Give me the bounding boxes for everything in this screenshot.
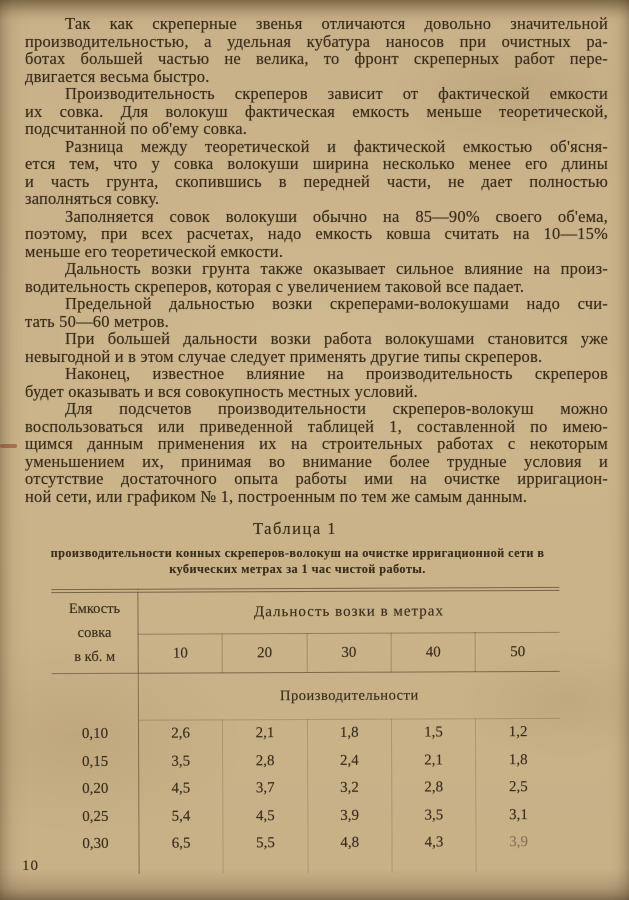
text-line: заполняться совку. [25, 189, 160, 208]
text-line: поэтому, при всех расчетах, надо емкость ковша считать на 10—15% [25, 224, 608, 243]
text-line: двигается весьма быстро. [25, 66, 210, 86]
value-cell: 3,5 [139, 748, 223, 776]
text-line: отсутствие достаточного опыта работы ими на очистке ирригацион- [25, 469, 608, 488]
text-line: Дальность возки грунта также оказывает сильное влияние на произ- [65, 259, 608, 278]
table-row [52, 718, 560, 748]
table-rule-trail-row [53, 856, 561, 873]
rule-trail-cell [392, 857, 476, 872]
table-header [51, 589, 560, 721]
capacity-header-line: в кб. м [74, 648, 116, 666]
distance-column-header: 40 [391, 633, 475, 672]
value-cell: 5,5 [223, 830, 307, 858]
text-line: водительность скреперов, которая с увеличением таковой все падает. [25, 276, 525, 296]
value-cell: 1,5 [391, 719, 475, 747]
rule-trail-cell [308, 857, 392, 872]
text-line: ется тем, что у совка волокуши ширина несколько менее его длины [25, 154, 608, 173]
text-line: Наконец, известное влияние на производительность скреперов [65, 364, 608, 383]
rule-trail-cell [53, 858, 140, 873]
text-line: Предельной дальностью возки скреперами-волокушами надо счи- [65, 294, 608, 313]
rule-trail-cell [476, 856, 560, 871]
section-row [52, 671, 560, 720]
text-line: Так как скреперные звенья отличаются довольно значительной [65, 14, 608, 33]
text-line: Заполняется совок волокуши обычно на 85—90% своего об'ема, [65, 206, 608, 226]
text-line: подсчитанной по об'ему совка. [25, 119, 248, 138]
paragraph [25, 138, 608, 208]
paragraph [25, 260, 608, 295]
paragraph [25, 295, 608, 330]
value-cell: 5,4 [139, 803, 223, 831]
distance-column-header: 50 [475, 632, 559, 671]
rule-trail-cell [139, 858, 223, 873]
text-line: тать 50—60 метров. [25, 311, 169, 331]
section-gap-cell [52, 673, 139, 720]
capacity-cell: 0,20 [52, 776, 139, 804]
text-line: Для подсчетов производительности скреперов-волокуш можно [65, 399, 608, 418]
body-paragraphs [25, 15, 608, 505]
paragraph [25, 365, 608, 400]
text-line: ботах большей частью не велика, то фронт скреперных работ пере- [25, 49, 608, 68]
capacity-header-line: совка [77, 624, 112, 641]
text-line: При большей дальности возки работа волокушами становится уже [65, 329, 608, 348]
value-cell: 3,9 [509, 834, 528, 851]
capacity-header-line: Емкость [68, 600, 121, 618]
text-line: щимся данным применения их на строительных работах с некоторым [25, 434, 608, 453]
distance-column-header: 20 [222, 633, 306, 672]
table-row [52, 746, 560, 776]
section-label: Производительности [138, 671, 560, 720]
page-number: 10 [22, 858, 39, 874]
paragraph [25, 400, 608, 505]
value-cell: 3,9 [307, 802, 391, 830]
productivity-table [51, 587, 560, 874]
text-line: будет оказывать и вся совокупность местных условий. [25, 381, 418, 401]
distance-column-header: 30 [307, 633, 391, 672]
text-line: воспользоваться или приведенной таблицей 1, составленной по имею- [25, 416, 608, 436]
text-line: уменьшением их, принимая во внимание более трудные условия и [25, 451, 608, 471]
paragraph [25, 15, 608, 85]
value-cell: 2,6 [138, 720, 222, 748]
value-cell: 4,5 [139, 775, 223, 803]
paragraph [25, 330, 608, 365]
paragraph [25, 85, 608, 138]
table-heading: Таблица 1 [252, 519, 338, 538]
value-cell: 2,8 [223, 747, 307, 775]
text-line: невыгодной и в этом случае следует применять другие типы скреперов. [25, 346, 543, 366]
distance-span-header: Дальность возки в метрах [138, 589, 560, 634]
text-line: и часть грунта, скопившись в передней части, не дает полностью [25, 171, 608, 191]
text-line: Производительность скреперов зависит от фактической емкости [65, 84, 608, 103]
distance-column-header: 10 [138, 634, 222, 673]
red-margin-mark [0, 444, 17, 448]
text-line: ной сети, или графиком № 1, построенным по тем же самым данным. [25, 486, 528, 506]
header-row-top [51, 589, 559, 635]
value-cell: 2,8 [392, 774, 476, 802]
value-cell: 3,5 [392, 802, 476, 830]
value-cell: 6,5 [139, 830, 223, 858]
value-cell: 2,1 [391, 747, 475, 775]
table-row [52, 774, 560, 804]
value-cell: 2,4 [307, 747, 391, 775]
rule-trail-cell [223, 857, 307, 872]
table-body [52, 718, 561, 873]
text-line: производительностью, а удельная кубатура наносов при очистных ра- [25, 31, 608, 51]
value-cell: 3,2 [307, 775, 391, 803]
capacity-cell: 0,25 [52, 803, 139, 831]
capacity-column-header [51, 591, 138, 674]
page-body [25, 15, 608, 873]
value-cell: 1,8 [307, 719, 391, 747]
value-cell: 3,7 [223, 775, 307, 803]
paragraph [25, 208, 608, 261]
text-line: их совка. Для волокуш фактическая емкость меньше теоретической, [25, 101, 608, 121]
table-caption-line: кубических метрах за 1 час чистой работы. [169, 561, 426, 576]
value-cell: 2,5 [508, 779, 528, 796]
value-cell: 1,2 [508, 724, 528, 741]
table-caption-line: производительности конных скреперов-волокуш на очистке ирригационной сети в [50, 546, 545, 560]
value-cell: 1,8 [508, 751, 528, 768]
table-caption [25, 546, 570, 577]
capacity-cell: 0,10 [52, 720, 139, 748]
table-row [52, 829, 560, 859]
text-line: меньше его теоретической емкости. [25, 241, 284, 261]
value-cell: 2,1 [223, 719, 307, 747]
text-line: Разница между теоретической и фактической емкостью об'ясня- [65, 136, 608, 156]
value-cell: 4,5 [223, 802, 307, 830]
value-cell: 4,3 [392, 829, 476, 857]
capacity-cell: 0,15 [52, 748, 139, 776]
value-cell: 3,1 [509, 806, 528, 823]
value-cell: 4,8 [308, 830, 392, 858]
capacity-cell: 0,30 [52, 831, 139, 859]
table-row [52, 801, 560, 831]
